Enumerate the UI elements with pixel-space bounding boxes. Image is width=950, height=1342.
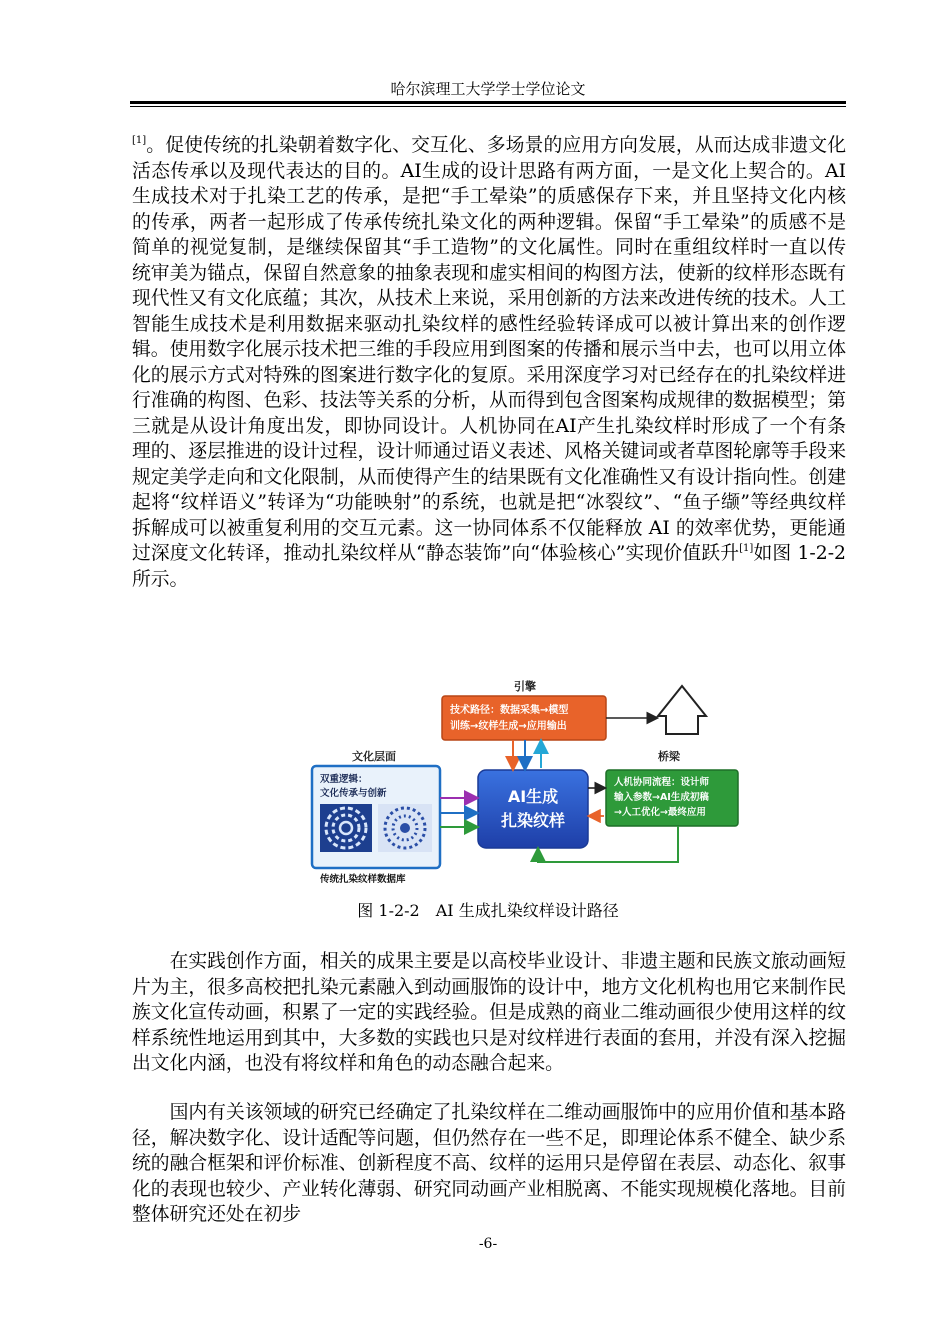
center-box xyxy=(478,770,588,848)
culture-db-label: 传统扎染纹样数据库 xyxy=(320,874,406,885)
header-rule-thin xyxy=(130,106,846,107)
figure-caption: 图 1-2-2 AI 生成扎染纹样设计路径 xyxy=(357,901,619,920)
paragraph-3 xyxy=(132,1100,846,1228)
bridge-label: 桥梁 xyxy=(658,750,680,763)
bridge-text-2: 输入参数→AI生成初稿 xyxy=(614,792,709,803)
figure-diagram xyxy=(0,676,950,886)
citation-ref: [1] xyxy=(739,543,754,554)
tie-dye-sample-left-icon xyxy=(320,804,372,852)
engine-text-1: 技术路径：数据采集→模型 xyxy=(450,705,569,716)
bridge-text-3: →人工优化→最终应用 xyxy=(614,807,706,818)
culture-text-2: 文化传承与创新 xyxy=(320,788,387,799)
engine-text-2: 训练→纹样生成→应用输出 xyxy=(450,721,567,732)
paragraph-3-text: 国内有关该领域的研究已经确定了扎染纹样在二维动画服饰中的应用价值和基本路径，解决数字化、设计适配等问题，但仍然存在一些不足，即理论体系不健全、缺少系统的融合框架和评价标准、创新程度不高、纹样的运用只是停留在表层、动态化、叙事化的表现也较少、产业转化薄弱、研究同动画产业相脱离、不能实现规模化落地。目前整体研究还处在初步 xyxy=(132,1102,846,1225)
culture-text-1: 双重逻辑： xyxy=(320,774,368,785)
tie-dye-sample-right-icon xyxy=(378,804,432,852)
culture-label: 文化层面 xyxy=(352,750,396,763)
center-text-1: AI生成 xyxy=(507,787,559,806)
running-header: 哈尔滨理工大学学士学位论文 xyxy=(390,80,586,98)
output-up-arrow-icon xyxy=(658,686,706,734)
paragraph-1 xyxy=(132,133,846,592)
citation-ref: [1] xyxy=(132,135,147,146)
engine-label: 引擎 xyxy=(514,680,536,693)
engine-box xyxy=(442,696,606,740)
paragraph-1-text: 。促使传统的扎染朝着数字化、交互化、多场景的应用方向发展，从而达成非遗文化活态传承以及现代表达的目的。AI生成的设计思路有两方面，一是文化上契合的。AI生成技术对于扎染工艺的传承，是把“手工晕染”的质感保存下来，并且坚持文化内核的传承，两者一起形成了传承传统扎染文化的两种逻辑。保留“手工晕染”的质感不是简单的视觉复制，是继续保留其“手工造物”的文化属性。同时在重组纹样时一直以传统审美为锚点，保留自然意象的抽象表现和虚实相间的构图方法，使新的纹样形态既有现代性又有文化底蕴；其次，从技术上来说，采用创新的方法来改进传统的技术。人工智能生成技术是利用数据来驱动扎染纹样的感性经验转译成可以被计算出来的创作逻辑。使用数字化展示技术把三维的手段应用到图案的传播和展示当中去，也可以用立体化的展示方式对特殊的图案进行数字化的复原。采用深度学习对已经存在的扎染纹样进行准确的构图、色彩、技法等关系的分析，从而得到包含图案构成规律的数据模型；第三就是从设计角度出发，即协同设计。人机协同在AI产生扎染纹样时形成了一个有条理的、逐层推进的设计过程，设计师通过语义表述、风格关键词或者草图轮廓等手段来规定美学走向和文化限制，从而使得产生的结果既有文化准确性又有设计指向性。创建起将“纹样语义”转译为“功能映射”的系统，也就是把“冰裂纹”、“鱼子缬”等经典纹样拆解成可以被重复利用的交互元素。这一协同体系不仅能释放 AI 的效率优势，更能通过深度文化转译，推动扎染纹样从“静态装饰”向“体验核心”实现价值跃升 xyxy=(132,135,846,564)
paragraph-1-tail: 如图 1-2-2 所示。 xyxy=(132,543,847,590)
header-rule-thick xyxy=(130,101,846,104)
figure-1-2-2 xyxy=(0,676,950,886)
paragraph-2 xyxy=(132,949,846,1077)
page-number: -6- xyxy=(478,1236,498,1252)
bridge-text-1: 人机协同流程：设计师 xyxy=(614,777,710,788)
center-text-2: 扎染纹样 xyxy=(500,811,566,830)
paragraph-2-text: 在实践创作方面，相关的成果主要是以高校毕业设计、非遗主题和民族文旅动画短片为主，很多高校把扎染元素融入到动画服饰的设计中，地方文化机构也用它来制作民族文化宣传动画，积累了一定的实践经验。但是成熟的商业二维动画很少使用这样的纹样系统性地运用到其中，大多数的实践也只是对纹样进行表面的套用，并没有深入挖掘出文化内涵，也没有将纹样和角色的动态融合起来。 xyxy=(132,951,846,1074)
